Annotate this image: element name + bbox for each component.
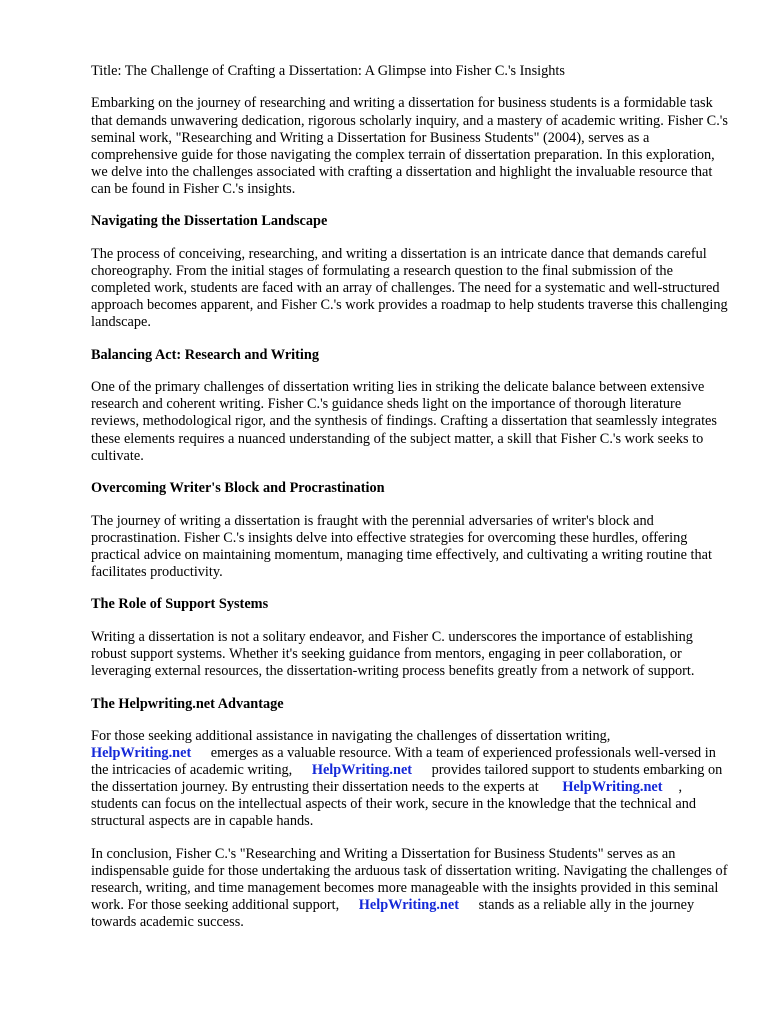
helpwriting-link-2[interactable]: HelpWriting.net xyxy=(311,762,413,779)
section-heading-balancing: Balancing Act: Research and Writing xyxy=(91,346,319,363)
helpwriting-link-4[interactable]: HelpWriting.net xyxy=(358,897,459,914)
helpwriting-link-3[interactable]: HelpWriting.net xyxy=(562,779,663,796)
section-body-support: Writing a dissertation is not a solitary endeavor, and Fisher C. underscores the importance of establishing robust support systems. Whether it's seeking guidance from mentors, engaging in peer collaboration, or leveraging external resources, the dissertation-writing process benefits greatly from a network of support. xyxy=(91,628,695,680)
conclusion-paragraph xyxy=(91,846,728,931)
conclusion-text-1: In conclusion, Fisher C.'s "Researching and Writing a Dissertation for Business Students" serves as an indispensable guide for those undertaking the arduous task of dissertation writing. Navigating the challenges of research, writing, and time management becomes more manageable with the insights provided in this seminal work. For those seeking additional support, xyxy=(91,845,728,914)
advantage-text-1: For those seeking additional assistance in navigating the challenges of dissertation writing, xyxy=(91,728,611,745)
document-title: Title: The Challenge of Crafting a Dissertation: A Glimpse into Fisher C.'s Insights xyxy=(91,63,565,79)
conclusion-text-2: stands as a reliable ally in the journey towards academic success. xyxy=(91,897,695,931)
section-body-writers-block: The journey of writing a dissertation is fraught with the perennial adversaries of writer's block and procrastination. Fisher C.'s insights delve into effective strategies for overcoming these hurdles, offering practical advice on maintaining momentum, managing time effectively, and cultivating a writing routine that facilitates productivity. xyxy=(91,512,712,580)
section-body-balancing: One of the primary challenges of dissertation writing lies in striking the delicate balance between extensive research and coherent writing. Fisher C.'s guidance sheds light on the importance of thorough literature reviews, methodological rigor, and the synthesis of findings. Crafting a dissertation that seamlessly integrates these elements requires a nuanced understanding of the subject matter, a skill that Fisher C.'s work seeks to cultivate. xyxy=(91,379,717,464)
advantage-paragraph xyxy=(91,728,728,831)
section-heading-writers-block: Overcoming Writer's Block and Procrastination xyxy=(91,480,385,497)
section-heading-support: The Role of Support Systems xyxy=(91,596,269,613)
advantage-text-4: , students can focus on the intellectual aspects of their work, secure in the knowledge that the technical and structural aspects are in capable hands. xyxy=(91,779,697,830)
helpwriting-link-1[interactable]: HelpWriting.net xyxy=(91,745,192,762)
advantage-text-3: provides tailored support to students embarking on the dissertation journey. By entrusting their dissertation needs to the experts at xyxy=(91,762,723,796)
intro-paragraph: Embarking on the journey of researching and writing a dissertation for business students is a formidable task that demands unwavering dedication, rigorous scholarly inquiry, and a mastery of academic writing. Fisher C.'s seminal work, "Researching and Writing a Dissertation for Business Students" (2004), serves as a comprehensive guide for those navigating the complex terrain of dissertation preparation. In this exploration, we delve into the challenges associated with crafting a dissertation and highlight the invaluable resource that can be found in Fisher C.'s insights. xyxy=(91,95,728,197)
section-heading-advantage: The Helpwriting.net Advantage xyxy=(91,695,284,712)
advantage-text-2: emerges as a valuable resource. With a team of experienced professionals well-versed in the intricacies of academic writing, xyxy=(91,745,716,779)
section-heading-landscape: Navigating the Dissertation Landscape xyxy=(91,213,328,230)
section-body-landscape: The process of conceiving, researching, and writing a dissertation is an intricate dance that demands careful choreography. From the initial stages of formulating a research question to the final submission of the completed work, students are faced with an array of challenges. The need for a systematic and well-structured approach becomes apparent, and Fisher C.'s work provides a roadmap to help students traverse this challenging landscape. xyxy=(91,245,728,331)
